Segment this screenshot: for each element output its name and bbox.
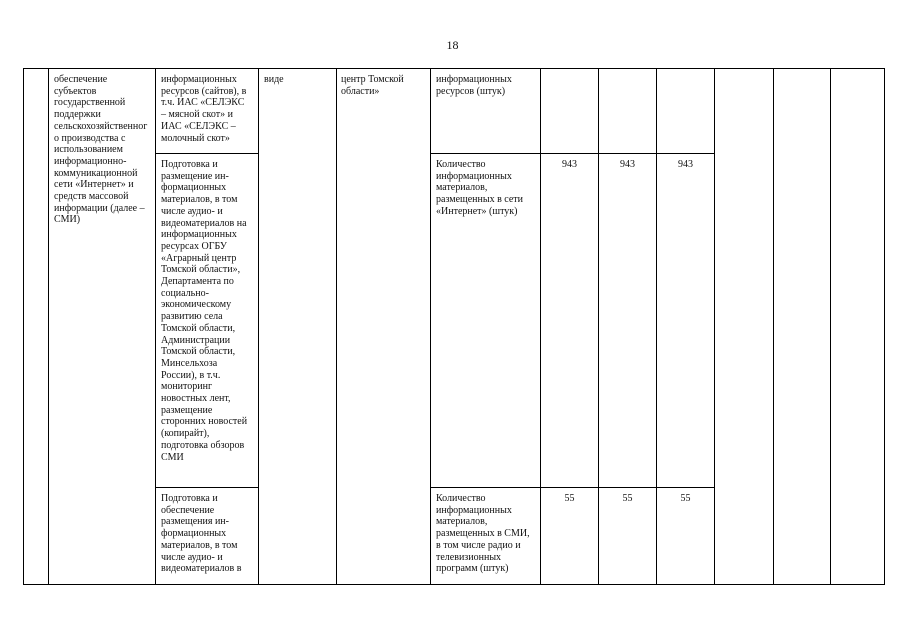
activity-cell: Подготовка и размещение ин- формационных материалов, в том числе аудио- и видеоматериалов на информационных ресурсах ОГБУ «Аграрный центр Томской области», Департамента по социально- экономическому развитию села Томской области, Администрации Томской области, Минсельхоза России), в т.ч. мониторинг новостных лент, размещение сторонних новостей (копирайт), подготовка обзоров СМИ: [161, 159, 248, 463]
indicator-cell: Количество информационных материалов, размещенных в СМИ, в том числе радио и телевизионных программ (штук): [436, 493, 530, 575]
value-cell: 943: [562, 159, 577, 170]
col-border: [830, 68, 831, 585]
col-border: [336, 68, 337, 585]
row-divider: [430, 153, 715, 154]
activity-cell: Подготовка и обеспечение размещения ин- формационных материалов, в том числе аудио- и видеоматериалов в: [161, 493, 242, 575]
row-divider: [155, 153, 259, 154]
col-border: [656, 68, 657, 585]
table-top-border: [23, 68, 885, 69]
value-cell: 55: [564, 493, 575, 504]
value-cell: 55: [622, 493, 633, 504]
col-border: [430, 68, 431, 585]
col-border: [598, 68, 599, 585]
value-cell: 943: [678, 159, 693, 170]
table-bottom-border: [23, 584, 885, 585]
indicator-cell: информационных ресурсов (штук): [436, 74, 512, 97]
col-border: [23, 68, 24, 585]
col-border: [155, 68, 156, 585]
col5-cell: центр Томской области»: [341, 74, 404, 97]
value-cell: 55: [680, 493, 691, 504]
indicator-cell: Количество информационных материалов, размещенных в сети «Интернет» (штук): [436, 159, 524, 217]
row-divider: [155, 487, 259, 488]
col-border: [258, 68, 259, 585]
col-border: [714, 68, 715, 585]
col-border: [773, 68, 774, 585]
col-border: [540, 68, 541, 585]
col-border: [48, 68, 49, 585]
col4-cell: виде: [264, 74, 284, 85]
value-cell: 943: [620, 159, 635, 170]
support-subjects-cell: обеспечение субъектов государственной поддержки сельскохозяйственног о производства с использованием информационно- коммуникационной сети «Интернет» и средств массовой информации (далее – СМИ): [54, 74, 148, 226]
row-divider: [430, 487, 715, 488]
page-number: 18: [446, 38, 459, 52]
col-border: [884, 68, 885, 585]
activity-cell: информационных ресурсов (сайтов), в т.ч. ИАС «СЕЛЭКС – мясной скот» и ИАС «СЕЛЭКС – молочный скот»: [161, 74, 247, 144]
